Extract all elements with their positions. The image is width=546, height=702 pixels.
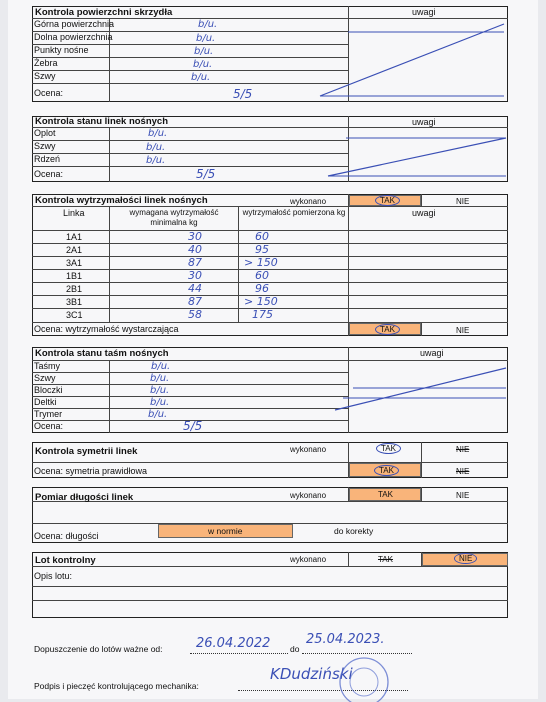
row-label: Górna powierzchnia <box>34 19 115 29</box>
handwritten-mark: b/u. <box>193 59 213 70</box>
signature-label: Podpis i pieczęć kontrolującego mechanika: <box>34 681 199 691</box>
row-label: Ocena: <box>34 421 64 431</box>
section-title: Kontrola stanu linek nośnych <box>35 116 169 127</box>
done-label: wykonano <box>290 197 327 206</box>
line-id: 3B1 <box>66 297 83 307</box>
handwritten-score: 5/5 <box>233 87 253 101</box>
measured-strength: 60 <box>255 230 269 243</box>
row-label: Żebra <box>34 58 58 68</box>
row-label: Rdzeń <box>34 154 61 164</box>
official-stamp <box>332 652 396 702</box>
measured-strength: 175 <box>252 308 273 321</box>
notes-strike-mark <box>333 364 508 414</box>
done-yes-label[interactable]: TAK <box>376 443 401 454</box>
rating-no-label[interactable]: NIE <box>456 326 470 335</box>
handwritten-score: 5/5 <box>183 419 203 433</box>
row-label: Bloczki <box>34 385 63 395</box>
row-label: Ocena: <box>34 169 64 179</box>
col-header-required: wymagana wytrzymałość minimalna kg <box>129 208 219 227</box>
required-strength: 30 <box>188 230 202 243</box>
required-strength: 30 <box>188 269 202 282</box>
done-no-label[interactable]: NIE <box>456 197 470 206</box>
notes-header: uwagi <box>412 208 436 218</box>
valid-from-date: 26.04.2022 <box>196 636 271 651</box>
notes-header: uwagi <box>412 117 436 127</box>
handwritten-mark: b/u. <box>148 409 168 420</box>
handwritten-mark: b/u. <box>198 19 218 30</box>
done-yes-label[interactable]: TAK <box>378 555 393 564</box>
row-label: Trymer <box>34 409 63 419</box>
rating-label: Ocena: wytrzymałość wystarczająca <box>34 324 179 334</box>
done-no-label[interactable]: NIE <box>456 491 470 500</box>
rating-yes-label: TAK <box>375 324 400 335</box>
row-label: Deltki <box>34 397 57 407</box>
line-id: 2B1 <box>66 284 83 294</box>
required-strength: 87 <box>188 256 202 269</box>
handwritten-mark: b/u. <box>150 373 170 384</box>
handwritten-mark: b/u. <box>150 385 170 396</box>
handwritten-mark: b/u. <box>148 128 168 139</box>
handwritten-mark: b/u. <box>151 361 171 372</box>
notes-header: uwagi <box>412 7 436 17</box>
col-header-line: Linka <box>63 208 85 218</box>
section-title: Kontrola stanu taśm nośnych <box>35 348 169 359</box>
length-fix-option[interactable]: do korekty <box>334 526 374 536</box>
row-label: Oplot <box>34 128 56 138</box>
required-strength: 44 <box>188 282 202 295</box>
rating-yes-label: TAK <box>374 465 399 476</box>
section-title: Kontrola powierzchni skrzydła <box>35 7 173 18</box>
notes-strike-mark <box>326 130 508 180</box>
validity-label: Dopuszczenie do lotów ważne od: <box>34 644 163 654</box>
rating-label: Ocena: długości <box>34 531 99 541</box>
measured-strength: 95 <box>255 243 269 256</box>
row-label: Ocena: <box>34 88 64 98</box>
required-strength: 40 <box>188 243 202 256</box>
done-yes-label: TAK <box>378 490 393 499</box>
section-title: Kontrola wytrzymałości linek nośnych <box>35 195 208 206</box>
required-strength: 87 <box>188 295 202 308</box>
inspection-sheet <box>8 0 538 699</box>
rating-label: Ocena: symetria prawidłowa <box>34 466 148 476</box>
line-id: 1A1 <box>66 232 83 242</box>
row-label: Szwy <box>34 141 56 151</box>
mechanic-signature: KDudziński <box>270 665 353 683</box>
row-label: Szwy <box>34 71 56 81</box>
measured-strength: > 150 <box>244 295 278 308</box>
done-yes-label: TAK <box>375 195 400 206</box>
row-label: Punkty nośne <box>34 45 89 55</box>
done-no-label[interactable]: NIE <box>456 445 470 454</box>
length-ok-label: w normie <box>208 526 243 536</box>
measured-strength: > 150 <box>244 256 278 269</box>
line-id: 1B1 <box>66 271 83 281</box>
section-title: Lot kontrolny <box>35 555 96 566</box>
handwritten-mark: b/u. <box>146 155 166 166</box>
handwritten-mark: b/u. <box>150 397 170 408</box>
flight-description-label: Opis lotu: <box>34 571 73 581</box>
measured-strength: 96 <box>255 282 269 295</box>
section-title: Pomiar długości linek <box>35 492 134 503</box>
required-strength: 58 <box>188 308 202 321</box>
validity-to-label: do <box>290 644 300 654</box>
handwritten-mark: b/u. <box>194 46 214 57</box>
row-label: Taśmy <box>34 361 61 371</box>
handwritten-mark: b/u. <box>146 142 166 153</box>
rating-no-label[interactable]: NIE <box>456 467 470 476</box>
col-header-measured: wytrzymałość pomierzona kg <box>242 208 346 217</box>
line-id: 2A1 <box>66 245 83 255</box>
row-label: Szwy <box>34 373 56 383</box>
done-label: wykonano <box>290 445 327 454</box>
notes-header: uwagi <box>420 348 444 358</box>
done-label: wykonano <box>290 491 327 500</box>
notes-strike-mark <box>318 20 508 100</box>
line-id: 3A1 <box>66 258 83 268</box>
section-title: Kontrola symetrii linek <box>35 446 138 457</box>
handwritten-mark: b/u. <box>191 72 211 83</box>
valid-to-date: 25.04.2023. <box>306 632 385 647</box>
line-id: 3C1 <box>66 310 83 320</box>
done-label: wykonano <box>290 555 327 564</box>
row-label: Dolna powierzchnia <box>34 32 113 42</box>
measured-strength: 60 <box>255 269 269 282</box>
handwritten-mark: b/u. <box>196 33 216 44</box>
done-no-label: NIE <box>454 553 477 564</box>
handwritten-score: 5/5 <box>196 167 216 181</box>
